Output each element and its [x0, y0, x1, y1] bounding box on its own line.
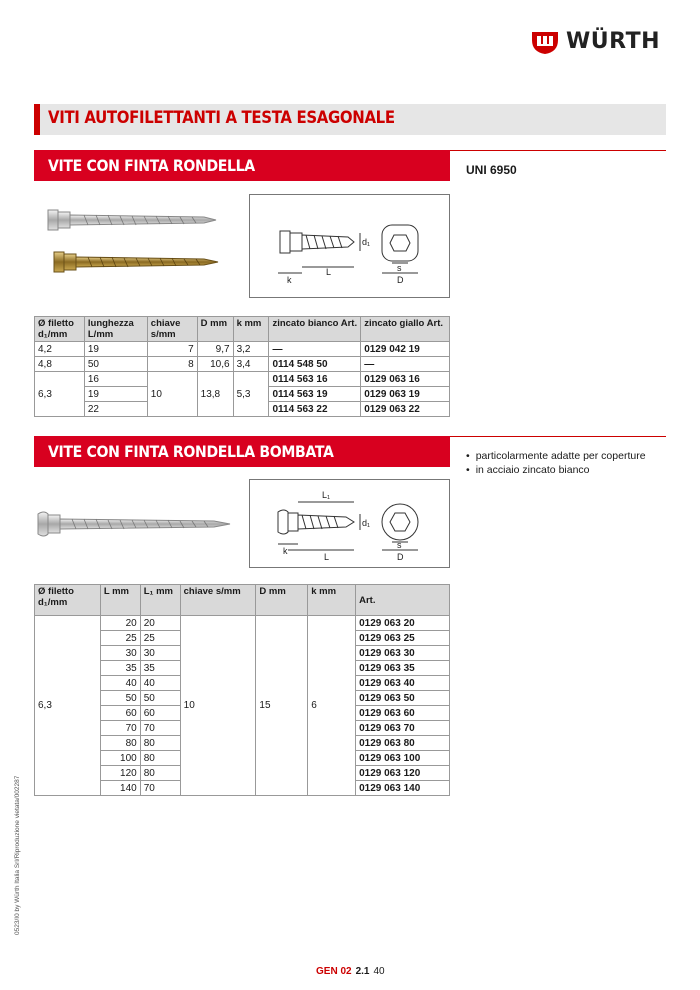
cell: 0129 063 22: [361, 402, 450, 417]
cell: 40: [140, 676, 180, 691]
wurth-logo-icon: [530, 26, 560, 56]
cell: 22: [84, 402, 147, 417]
catalog-code: GEN 02: [316, 966, 352, 977]
drawing1-s-label: s: [397, 263, 402, 273]
cell: 30: [100, 646, 140, 661]
drawing2-d1-label: d₁: [362, 518, 371, 528]
cell: 5,3: [233, 372, 269, 417]
drawing1-d1-label: d₁: [362, 237, 371, 247]
col-header: L mm: [100, 585, 140, 616]
cell: 100: [100, 751, 140, 766]
cell: 0114 563 16: [269, 372, 361, 387]
cell: 80: [140, 736, 180, 751]
cell: 50: [100, 691, 140, 706]
cell: 80: [140, 766, 180, 781]
cell: 140: [100, 781, 140, 796]
cell: 4,2: [35, 342, 85, 357]
cell: 0129 063 80: [356, 736, 450, 751]
cell: 9,7: [197, 342, 233, 357]
col-header: zincato giallo Art.: [361, 317, 450, 342]
cell: 6,3: [35, 372, 85, 417]
drawing2-D-label: D: [397, 552, 404, 562]
cell: 0129 063 19: [361, 387, 450, 402]
col-header: D mm: [197, 317, 233, 342]
cell: 80: [100, 736, 140, 751]
section1-table: [34, 316, 450, 417]
cell: 6: [308, 616, 356, 796]
col-header: L₁ mm: [140, 585, 180, 616]
cell: 25: [140, 631, 180, 646]
table-header-row: [35, 585, 450, 616]
cell: 19: [84, 342, 147, 357]
cell: 0129 063 120: [356, 766, 450, 781]
section1-rule: [450, 150, 666, 151]
cell: 50: [84, 357, 147, 372]
page-title-accent: [34, 104, 40, 135]
wurth-logo: [530, 26, 660, 56]
cell: 20: [140, 616, 180, 631]
section2-rule: [450, 436, 666, 437]
technical-drawing-2: [249, 479, 450, 568]
cell: 0129 063 35: [356, 661, 450, 676]
cell: 60: [100, 706, 140, 721]
drawing2-l1-label: L₁: [322, 490, 331, 500]
drawing2-k-label: k: [283, 546, 288, 556]
cell: 0129 063 16: [361, 372, 450, 387]
cell: —: [361, 357, 450, 372]
cell: 0129 063 140: [356, 781, 450, 796]
col-header: D mm: [256, 585, 308, 616]
cell: 10: [180, 616, 256, 796]
cell: 80: [140, 751, 180, 766]
table-row: [35, 357, 450, 372]
technical-drawing-1: [249, 194, 450, 298]
cell: 0129 063 40: [356, 676, 450, 691]
table-header-row: [35, 317, 450, 342]
drawing1-k-label: k: [287, 275, 292, 285]
cell: 8: [147, 357, 197, 372]
col-header: chiave s/mm: [180, 585, 256, 616]
technical-drawing-1-svg: [250, 195, 449, 297]
drawing1-D-label: D: [397, 275, 404, 285]
cell: 15: [256, 616, 308, 796]
cell: 40: [100, 676, 140, 691]
cell: 7: [147, 342, 197, 357]
cell: 0129 063 100: [356, 751, 450, 766]
cell: 3,2: [233, 342, 269, 357]
drawing2-s-label: s: [397, 540, 402, 550]
col-header: Ø filetto d₁/mm: [35, 317, 85, 342]
cell: 35: [100, 661, 140, 676]
section1-title: VITE CON FINTA RONDELLA: [48, 156, 255, 175]
cell: 70: [140, 781, 180, 796]
screw-photo-section1: [44, 200, 224, 282]
cell: 16: [84, 372, 147, 387]
cell: 4,8: [35, 357, 85, 372]
cell: 10: [147, 372, 197, 417]
col-header: Art.: [356, 585, 450, 616]
page-title: VITI AUTOFILETTANTI A TESTA ESAGONALE: [48, 108, 395, 128]
section-number: 2.1: [355, 966, 370, 977]
cell: 70: [140, 721, 180, 736]
cell: 120: [100, 766, 140, 781]
section2-bullets: [466, 449, 646, 477]
cell: 20: [100, 616, 140, 631]
cell: 6,3: [35, 616, 101, 796]
cell: 0129 063 30: [356, 646, 450, 661]
cell: —: [269, 342, 361, 357]
cell: 0114 563 22: [269, 402, 361, 417]
cell: 30: [140, 646, 180, 661]
cell: 50: [140, 691, 180, 706]
section2-title: VITE CON FINTA RONDELLA BOMBATA: [48, 442, 334, 461]
bullet-item: • particolarmente adatte per coperture: [466, 449, 646, 463]
cell: 60: [140, 706, 180, 721]
cell: 0129 063 50: [356, 691, 450, 706]
bullet-item: • in acciaio zincato bianco: [466, 463, 646, 477]
cell: 0114 548 50: [269, 357, 361, 372]
col-header: lunghezza L/mm: [84, 317, 147, 342]
col-header: k mm: [308, 585, 356, 616]
col-header: zincato bianco Art.: [269, 317, 361, 342]
copyright-sidebar: 0523/I0 by Würth Italia Srl/Riproduzione vietata/002287: [14, 775, 21, 935]
table-row: [35, 616, 450, 631]
page-footer: [316, 966, 385, 977]
cell: 0129 063 70: [356, 721, 450, 736]
brand-name: WÜRTH: [566, 28, 661, 54]
cell: 0114 563 19: [269, 387, 361, 402]
col-header: Ø filetto d₁/mm: [35, 585, 101, 616]
page-number: 40: [373, 966, 385, 977]
section2-table: [34, 584, 450, 796]
cell: 0129 063 60: [356, 706, 450, 721]
table-row: [35, 372, 450, 387]
screw-photo-section2: [36, 506, 236, 542]
technical-drawing-2-svg: [250, 480, 449, 567]
cell: 0129 042 19: [361, 342, 450, 357]
cell: 70: [100, 721, 140, 736]
cell: 3,4: [233, 357, 269, 372]
drawing2-l-label: L: [324, 552, 330, 562]
cell: 0129 063 20: [356, 616, 450, 631]
section1-norm: UNI 6950: [466, 163, 517, 177]
cell: 10,6: [197, 357, 233, 372]
cell: 25: [100, 631, 140, 646]
cell: 0129 063 25: [356, 631, 450, 646]
cell: 13,8: [197, 372, 233, 417]
cell: 19: [84, 387, 147, 402]
col-header: chiave s/mm: [147, 317, 197, 342]
table-row: [35, 342, 450, 357]
cell: 35: [140, 661, 180, 676]
drawing1-l-label: L: [326, 267, 332, 277]
col-header: k mm: [233, 317, 269, 342]
